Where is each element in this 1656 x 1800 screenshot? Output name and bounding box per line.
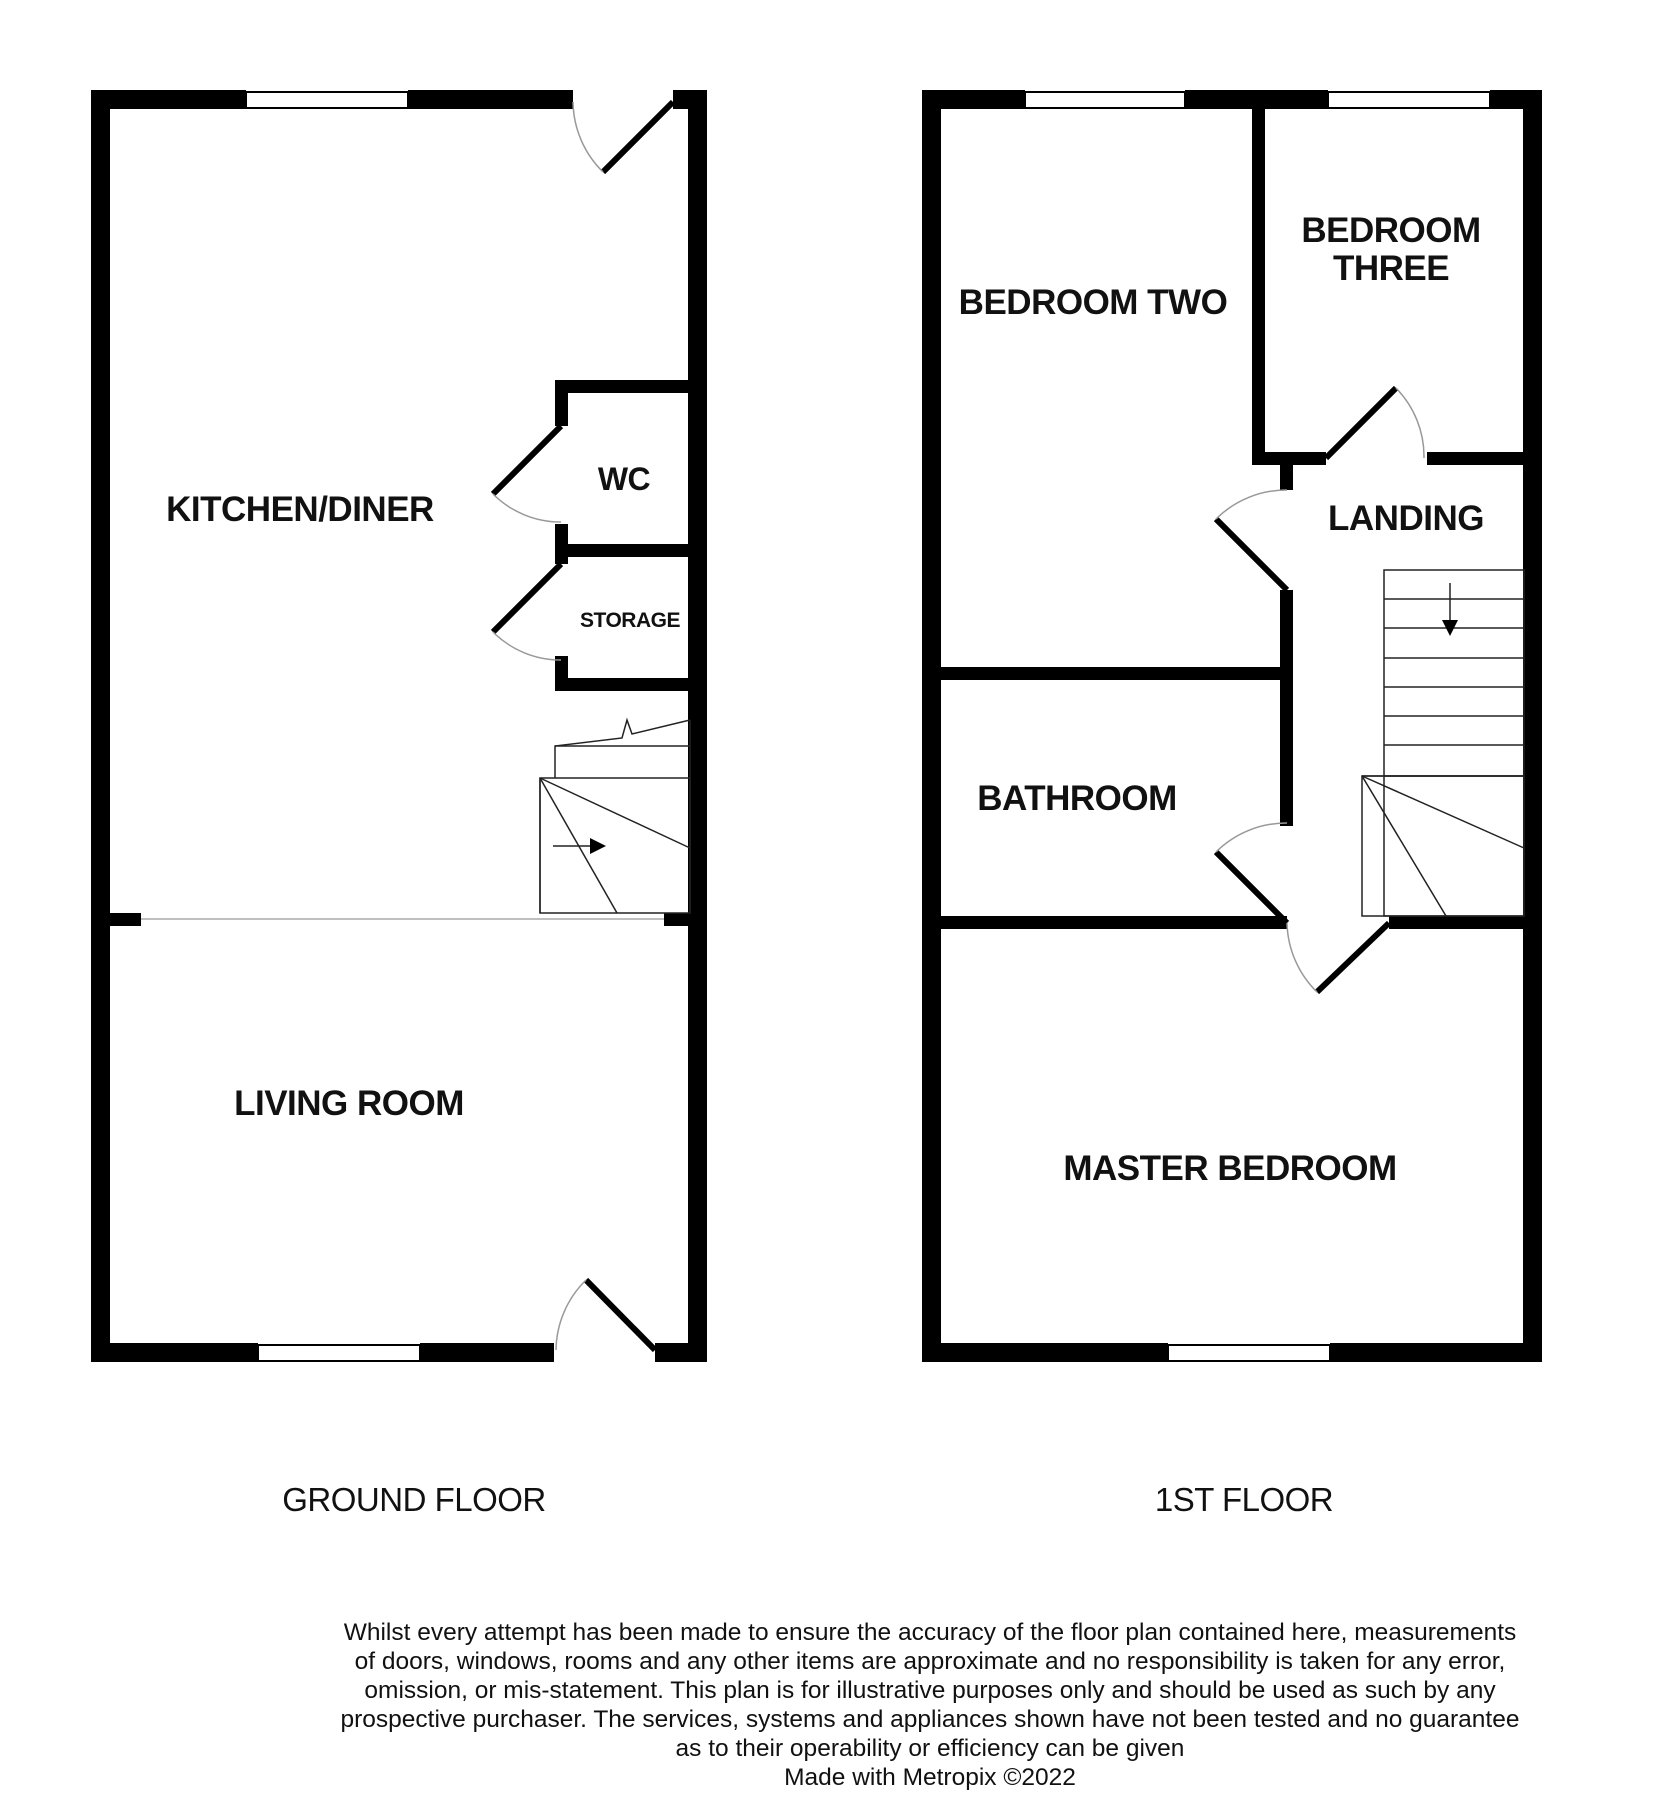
room-label-bathroom: BATHROOM bbox=[977, 779, 1177, 818]
room-label-bedroom-three-line1: BEDROOM bbox=[1301, 211, 1481, 250]
ground-stair-arrow bbox=[590, 838, 606, 854]
first-floor-plan bbox=[922, 90, 1542, 1518]
room-label-living-room: LIVING ROOM bbox=[234, 1084, 464, 1123]
room-label-storage: STORAGE bbox=[580, 609, 680, 632]
room-label-wc: WC bbox=[597, 461, 651, 497]
door-bathroom bbox=[1216, 852, 1287, 923]
window-bedroom-three bbox=[1328, 92, 1490, 108]
room-label-master-bedroom: MASTER BEDROOM bbox=[1063, 1149, 1397, 1188]
door-bedroom-two bbox=[1216, 519, 1287, 590]
disclaimer-line: Whilst every attempt has been made to ensure the accuracy of the floor plan contained here, measurements bbox=[343, 1619, 1517, 1646]
room-label-kitchen-diner: KITCHEN/DINER bbox=[166, 490, 434, 529]
ground-floor-plan bbox=[91, 90, 707, 1518]
disclaimer-line: prospective purchaser. The services, systems and appliances shown have not been tested and no guarantee bbox=[340, 1706, 1520, 1733]
ground-floor-stairs bbox=[540, 720, 690, 913]
room-label-bedroom-two: BEDROOM TWO bbox=[958, 283, 1228, 322]
window-living-room bbox=[258, 1345, 420, 1361]
disclaimer bbox=[300, 1618, 1560, 1792]
disclaimer-line: omission, or mis-statement. This plan is for illustrative purposes only and should be used as such by any bbox=[364, 1677, 1496, 1704]
door-front bbox=[586, 1280, 655, 1350]
ground-floor-doors bbox=[493, 102, 673, 1350]
disclaimer-line: as to their operability or efficiency can be given bbox=[675, 1735, 1185, 1762]
window-master-bedroom bbox=[1168, 1345, 1330, 1361]
floor-title-ground: GROUND FLOOR bbox=[282, 1481, 546, 1518]
door-master-bedroom bbox=[1317, 923, 1389, 992]
window-kitchen bbox=[246, 92, 408, 108]
door-kitchen-rear bbox=[603, 102, 673, 172]
ground-floor-windows bbox=[246, 92, 420, 1361]
door-storage bbox=[493, 564, 561, 632]
first-floor-room-labels bbox=[959, 211, 1484, 1188]
room-label-bedroom-three-line2: THREE bbox=[1332, 249, 1450, 288]
disclaimer-line: of doors, windows, rooms and any other items are approximate and no responsibility is taken for any error, bbox=[354, 1648, 1506, 1675]
metropix-credit: Made with Metropix ©2022 bbox=[784, 1764, 1076, 1791]
ground-floor-walls bbox=[91, 90, 707, 1362]
ground-floor-room-labels bbox=[166, 461, 680, 1123]
door-bedroom-three bbox=[1326, 388, 1396, 458]
room-label-landing: LANDING bbox=[1328, 499, 1484, 538]
door-wc bbox=[493, 426, 561, 494]
first-floor-doors bbox=[1216, 388, 1424, 992]
window-bedroom-two bbox=[1025, 92, 1185, 108]
floor-title-first: 1ST FLOOR bbox=[1154, 1481, 1334, 1518]
